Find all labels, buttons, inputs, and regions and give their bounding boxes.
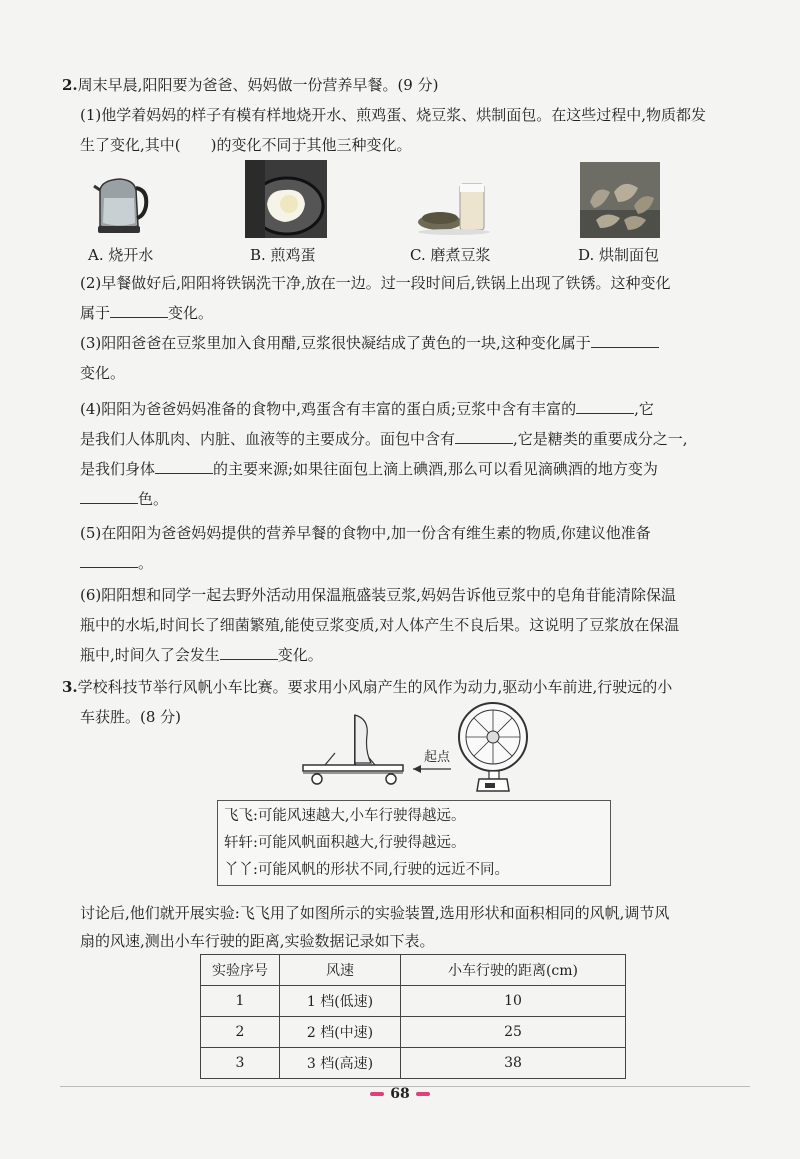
q2-number: 2. xyxy=(62,76,78,94)
hypothesis-xuanxuan: 轩轩:可能风帆面积越大,行驶得越远。 xyxy=(224,835,466,851)
q2-part4-text-b: ,它 xyxy=(634,400,654,418)
q2-title-text: 周末早晨,阳阳要为爸爸、妈妈做一份营养早餐。(9 分) xyxy=(77,76,439,94)
page-dash-left xyxy=(370,1092,384,1096)
soy-milk-photo xyxy=(414,170,492,238)
bread-photo xyxy=(580,162,660,238)
table-cell: 2 档(中速) xyxy=(280,1017,401,1048)
q2-part4-line2 xyxy=(80,424,752,454)
hypothesis-feifei: 飞飞:可能风速越大,小车行驶得越远。 xyxy=(224,808,466,824)
kettle-photo xyxy=(90,168,152,238)
q2-title xyxy=(62,70,734,100)
q2-part6-line3 xyxy=(80,640,752,670)
q2-part2-line2 xyxy=(80,298,752,328)
q3-title-line2: 车获胜。(8 分) xyxy=(80,708,182,726)
table-header: 风速 xyxy=(280,955,401,986)
q2-part4-blank2[interactable] xyxy=(455,425,513,444)
q2-part3-line1 xyxy=(80,328,752,358)
q2-part4-text-c: 是我们人体肌肉、内脏、血液等的主要成分。面包中含有 xyxy=(80,430,456,448)
start-point-label: 起点 xyxy=(424,750,451,765)
q2-part1-line1: (1)他学着妈妈的样子有模有样地烧开水、煎鸡蛋、烧豆浆、烘制面包。在这些过程中,物质都发 xyxy=(80,106,707,124)
q2-part4-line1 xyxy=(80,394,752,424)
q3-number: 3. xyxy=(62,678,78,696)
q2-part1-line2 xyxy=(80,130,752,160)
table-cell: 25 xyxy=(401,1017,626,1048)
q2-part4-line3 xyxy=(80,454,752,484)
q2-part4-blank3[interactable] xyxy=(155,455,213,474)
option-a-label[interactable]: A. 烧开水 xyxy=(88,246,154,264)
q2-part4-text-e: 是我们身体 xyxy=(80,460,156,478)
q2-part4-text-d: ,它是糖类的重要成分之一, xyxy=(513,430,688,448)
q2-part6-text-b: 变化。 xyxy=(277,646,323,664)
page-number-text: 68 xyxy=(390,1086,410,1102)
option-b-label[interactable]: B. 煎鸡蛋 xyxy=(250,246,316,264)
table-cell: 1 xyxy=(201,986,280,1017)
option-c-label[interactable]: C. 磨煮豆浆 xyxy=(410,246,491,264)
q2-part2-text-b: 变化。 xyxy=(168,304,214,322)
table-header: 实验序号 xyxy=(201,955,280,986)
q2-part5-blank[interactable] xyxy=(80,549,138,568)
fried-egg-photo xyxy=(245,160,327,238)
q2-part2-text-a: 属于 xyxy=(80,304,111,322)
q2-part3-blank[interactable] xyxy=(591,329,659,348)
table-cell: 38 xyxy=(401,1048,626,1079)
q2-part4-blank1[interactable] xyxy=(576,395,634,414)
q2-part4-text-a: (4)阳阳为爸爸妈妈准备的食物中,鸡蛋含有丰富的蛋白质;豆浆中含有丰富的 xyxy=(80,400,577,418)
table-cell: 1 档(低速) xyxy=(280,986,401,1017)
table-header-row xyxy=(201,955,626,986)
q2-part1-text-b: )的变化不同于其他三种变化。 xyxy=(210,136,412,154)
q2-part2-line1: (2)早餐做好后,阳阳将铁锅洗干净,放在一边。过一段时间后,铁锅上出现了铁锈。这种变化 xyxy=(80,274,671,292)
table-cell: 3 xyxy=(201,1048,280,1079)
q2-part3-line2: 变化。 xyxy=(80,364,126,382)
table-header: 小车行驶的距离(cm) xyxy=(401,955,626,986)
q2-part1-text-a: 生了变化,其中( xyxy=(80,136,181,154)
q2-part4-text-f: 的主要来源;如果往面包上滴上碘酒,那么可以看见滴碘酒的地方变为 xyxy=(213,460,658,478)
table-cell: 10 xyxy=(401,986,626,1017)
q2-part5-text: 。 xyxy=(138,554,154,572)
q2-part4-text-g: 色。 xyxy=(138,490,169,508)
q2-part6-line1: (6)阳阳想和同学一起去野外活动用保温瓶盛装豆浆,妈妈告诉他豆浆中的皂角苷能清除保温 xyxy=(80,586,677,604)
q3-discussion-line1: 讨论后,他们就开展实验:飞飞用了如图所示的实验装置,选用形状和面积相同的风帆,调节风 xyxy=(80,904,670,922)
q2-part6-blank[interactable] xyxy=(220,641,278,660)
page-number xyxy=(360,1082,440,1106)
q3-discussion-line2: 扇的风速,测出小车行驶的距离,实验数据记录如下表。 xyxy=(80,932,435,950)
table-row xyxy=(201,1017,626,1048)
q3-title-text: 学校科技节举行风帆小车比赛。要求用小风扇产生的风作为动力,驱动小车前进,行驶远的小 xyxy=(77,678,673,696)
experiment-table xyxy=(200,954,626,1079)
q2-part2-blank[interactable] xyxy=(110,299,168,318)
table-row xyxy=(201,986,626,1017)
hypothesis-yaya: 丫丫:可能风帆的形状不同,行驶的远近不同。 xyxy=(224,862,509,878)
sail-car-diagram xyxy=(295,695,540,795)
q2-part3-text: (3)阳阳爸爸在豆浆里加入食用醋,豆浆很快凝结成了黄色的一块,这种变化属于 xyxy=(80,334,591,352)
option-d-label[interactable]: D. 烘制面包 xyxy=(578,246,660,264)
q2-part6-text-a: 瓶中,时间久了会发生 xyxy=(80,646,220,664)
table-cell: 3 档(高速) xyxy=(280,1048,401,1079)
q2-part6-line2: 瓶中的水垢,时间长了细菌繁殖,能使豆浆变质,对人体产生不良后果。这说明了豆浆放在保温 xyxy=(80,616,680,634)
q2-part4-line4 xyxy=(80,484,752,514)
table-row xyxy=(201,1048,626,1079)
page-dash-right xyxy=(416,1092,430,1096)
table-cell: 2 xyxy=(201,1017,280,1048)
q2-part5-line2 xyxy=(80,548,752,578)
q2-part5-line1: (5)在阳阳为爸爸妈妈提供的营养早餐的食物中,加一份含有维生素的物质,你建议他准备 xyxy=(80,524,651,542)
q2-part4-blank4[interactable] xyxy=(80,485,138,504)
hypothesis-box xyxy=(217,800,611,886)
